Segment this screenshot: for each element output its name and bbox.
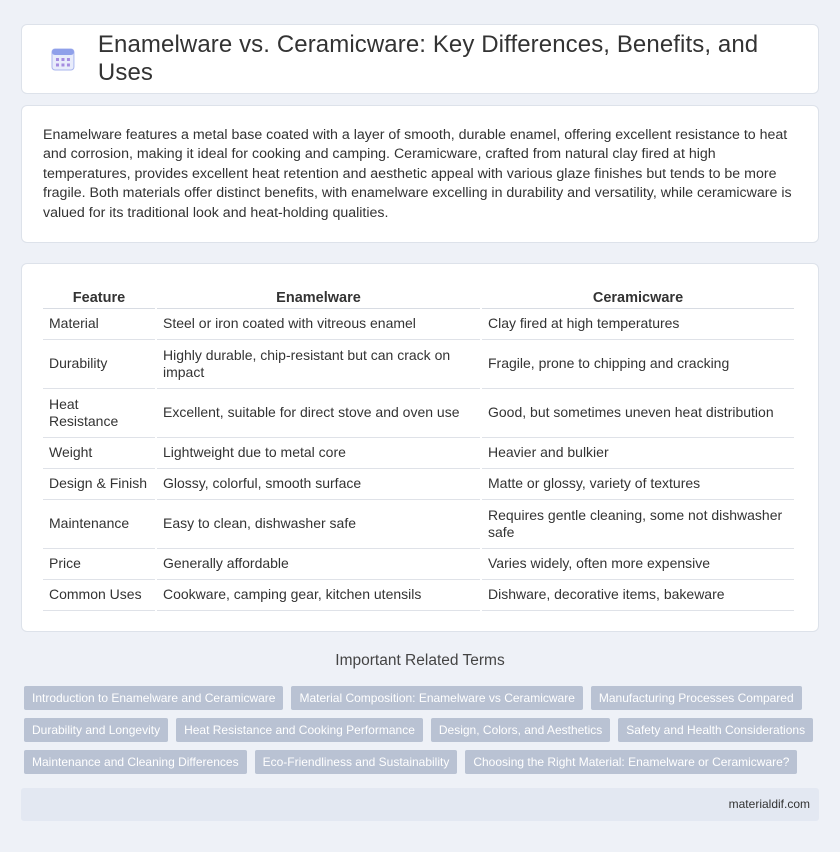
table-row xyxy=(43,500,794,549)
intro-paragraph: Enamelware features a metal base coated with a layer of smooth, durable enamel, offering excellent resistance to heat and corrosion, making it ideal for cooking and camping. Ceramicware, crafted from natural clay fired at high temperatures, provides excellent heat retention and aesthetic appeal with various glaze finishes but tends to be more fragile. Both materials offer distinct benefits, with enamelware excelling in durability and versatility, while ceramicware is valued for its traditional look and heat-holding qualities. xyxy=(43,127,792,221)
table-cell: Clay fired at high temperatures xyxy=(482,309,794,340)
column-header: Ceramicware xyxy=(482,285,794,309)
table-cell: Fragile, prone to chipping and cracking xyxy=(482,340,794,389)
table-row xyxy=(43,549,794,580)
related-term-link[interactable]: Introduction to Enamelware and Ceramicware xyxy=(24,686,283,710)
related-term-link[interactable]: Safety and Health Considerations xyxy=(618,718,813,742)
table-cell: Generally affordable xyxy=(157,549,480,580)
footer xyxy=(21,788,819,821)
calendar-icon xyxy=(50,46,76,72)
related-term-link[interactable]: Durability and Longevity xyxy=(24,718,168,742)
table-cell: Steel or iron coated with vitreous enamel xyxy=(157,309,480,340)
table-cell: Dishware, decorative items, bakeware xyxy=(482,580,794,611)
related-term-link[interactable]: Heat Resistance and Cooking Performance xyxy=(176,718,423,742)
table-row xyxy=(43,469,794,500)
table-cell: Lightweight due to metal core xyxy=(157,438,480,469)
table-header-row xyxy=(43,285,794,309)
related-terms-list xyxy=(24,686,814,774)
table-row xyxy=(43,438,794,469)
related-term-link[interactable]: Material Composition: Enamelware vs Ceramicware xyxy=(291,686,582,710)
related-terms-title: Important Related Terms xyxy=(335,652,505,669)
page-header xyxy=(21,24,819,94)
related-term-link[interactable]: Maintenance and Cleaning Differences xyxy=(24,750,247,774)
table-cell: Material xyxy=(43,309,155,340)
table-cell: Common Uses xyxy=(43,580,155,611)
intro-section xyxy=(21,105,819,243)
table-cell: Durability xyxy=(43,340,155,389)
comparison-table xyxy=(41,285,796,611)
related-term-link[interactable]: Design, Colors, and Aesthetics xyxy=(431,718,610,742)
related-term-link[interactable]: Eco-Friendliness and Sustainability xyxy=(255,750,458,774)
table-cell: Heavier and bulkier xyxy=(482,438,794,469)
table-cell: Highly durable, chip-resistant but can crack on impact xyxy=(157,340,480,389)
table-row xyxy=(43,389,794,438)
table-cell: Cookware, camping gear, kitchen utensils xyxy=(157,580,480,611)
column-header: Enamelware xyxy=(157,285,480,309)
table-cell: Design & Finish xyxy=(43,469,155,500)
table-cell: Good, but sometimes uneven heat distribution xyxy=(482,389,794,438)
table-cell: Excellent, suitable for direct stove and oven use xyxy=(157,389,480,438)
related-term-link[interactable]: Choosing the Right Material: Enamelware or Ceramicware? xyxy=(465,750,797,774)
table-cell: Varies widely, often more expensive xyxy=(482,549,794,580)
table-row xyxy=(43,309,794,340)
page-title: Enamelware vs. Ceramicware: Key Differences, Benefits, and Uses xyxy=(97,31,759,86)
table-cell: Requires gentle cleaning, some not dishwasher safe xyxy=(482,500,794,549)
footer-site-link[interactable]: materialdif.com xyxy=(728,797,810,811)
column-header: Feature xyxy=(43,285,155,309)
table-cell: Glossy, colorful, smooth surface xyxy=(157,469,480,500)
comparison-table-card xyxy=(21,263,819,632)
table-cell: Matte or glossy, variety of textures xyxy=(482,469,794,500)
related-term-link[interactable]: Manufacturing Processes Compared xyxy=(591,686,802,710)
table-cell: Maintenance xyxy=(43,500,155,549)
table-row xyxy=(43,580,794,611)
table-cell: Weight xyxy=(43,438,155,469)
table-cell: Easy to clean, dishwasher safe xyxy=(157,500,480,549)
table-cell: Heat Resistance xyxy=(43,389,155,438)
table-cell: Price xyxy=(43,549,155,580)
table-row xyxy=(43,340,794,389)
